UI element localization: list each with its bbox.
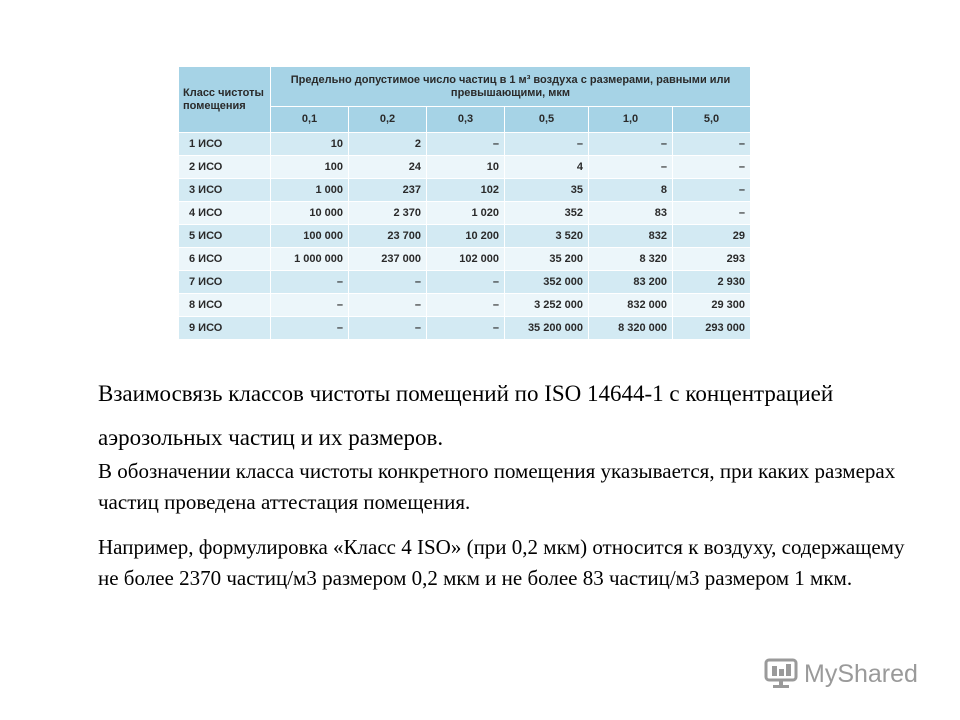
class-cell: 6 ИСО	[179, 248, 271, 271]
class-cell: 4 ИСО	[179, 202, 271, 225]
value-cell: –	[589, 156, 673, 179]
value-cell: 8 320	[589, 248, 673, 271]
value-cell: 1 000 000	[271, 248, 349, 271]
value-cell: –	[505, 133, 589, 156]
value-cell: 102	[427, 179, 505, 202]
value-cell: 10 000	[271, 202, 349, 225]
size-header-cell: 1,0	[589, 107, 673, 133]
table-row	[179, 202, 751, 225]
value-cell: –	[349, 294, 427, 317]
table-row	[179, 294, 751, 317]
value-cell: 3 252 000	[505, 294, 589, 317]
table-row	[179, 317, 751, 340]
myshared-watermark[interactable]	[764, 656, 918, 692]
value-cell: 35 200	[505, 248, 589, 271]
value-cell: –	[673, 202, 751, 225]
value-cell: –	[271, 271, 349, 294]
size-header-cell: 0,2	[349, 107, 427, 133]
value-cell: 35 200 000	[505, 317, 589, 340]
value-cell: 10	[271, 133, 349, 156]
size-header-cell: 0,1	[271, 107, 349, 133]
value-cell: –	[427, 317, 505, 340]
value-cell: –	[673, 179, 751, 202]
table-row	[179, 248, 751, 271]
value-cell: 293	[673, 248, 751, 271]
value-cell: 1 000	[271, 179, 349, 202]
value-cell: –	[427, 271, 505, 294]
class-cell: 2 ИСО	[179, 156, 271, 179]
value-cell: 3 520	[505, 225, 589, 248]
value-cell: –	[427, 133, 505, 156]
value-cell: –	[349, 317, 427, 340]
class-cell: 5 ИСО	[179, 225, 271, 248]
value-cell: 1 020	[427, 202, 505, 225]
value-cell: 29 300	[673, 294, 751, 317]
value-cell: –	[271, 294, 349, 317]
value-cell: 10	[427, 156, 505, 179]
value-cell: 352 000	[505, 271, 589, 294]
value-cell: 352	[505, 202, 589, 225]
value-cell: –	[589, 133, 673, 156]
table-row	[179, 225, 751, 248]
value-cell: 8 320 000	[589, 317, 673, 340]
value-cell: –	[271, 317, 349, 340]
size-header-cell: 0,5	[505, 107, 589, 133]
class-cell: 3 ИСО	[179, 179, 271, 202]
value-cell: 35	[505, 179, 589, 202]
value-cell: –	[349, 271, 427, 294]
table-row	[179, 133, 751, 156]
value-cell: 100	[271, 156, 349, 179]
value-cell: 2 370	[349, 202, 427, 225]
size-header-cell: 5,0	[673, 107, 751, 133]
value-cell: 237 000	[349, 248, 427, 271]
class-cell: 1 ИСО	[179, 133, 271, 156]
value-cell: 100 000	[271, 225, 349, 248]
example-paragraph: Например, формулировка «Класс 4 ISO» (при 0,2 мкм) относится к воздуху, содержащему не более 2370 частиц/м3 размером 0,2 мкм и не более 83 частиц/м3 размером 1 мкм.	[98, 535, 905, 590]
value-cell: 10 200	[427, 225, 505, 248]
value-cell: 293 000	[673, 317, 751, 340]
table-row	[179, 271, 751, 294]
presentation-icon	[764, 658, 798, 690]
column-header-sizes: Предельно допустимое число частиц в 1 м³ воздуха с размерами, равными или превышающими, мкм	[271, 67, 751, 107]
value-cell: –	[673, 133, 751, 156]
note-paragraph: В обозначении класса чистоты конкретного помещения указывается, при каких размерах частиц проведена аттестация помещения.	[98, 459, 896, 514]
value-cell: 23 700	[349, 225, 427, 248]
value-cell: 4	[505, 156, 589, 179]
watermark-label: MyShared	[804, 659, 918, 688]
value-cell: 832	[589, 225, 673, 248]
column-header-class: Класс чистоты помещения	[179, 67, 271, 133]
value-cell: 2 930	[673, 271, 751, 294]
class-cell: 7 ИСО	[179, 271, 271, 294]
value-cell: 29	[673, 225, 751, 248]
value-cell: 8	[589, 179, 673, 202]
caption-paragraph: Взаимосвязь классов чистоты помещений по ISO 14644-1 с концентрацией аэрозольных частиц и их размеров.	[98, 381, 834, 450]
table-row	[179, 156, 751, 179]
iso-class-table-image	[178, 66, 750, 334]
value-cell: 83	[589, 202, 673, 225]
value-cell: 102 000	[427, 248, 505, 271]
value-cell: 2	[349, 133, 427, 156]
iso-class-table	[178, 66, 751, 340]
value-cell: 83 200	[589, 271, 673, 294]
value-cell: 237	[349, 179, 427, 202]
value-cell: –	[427, 294, 505, 317]
class-cell: 9 ИСО	[179, 317, 271, 340]
class-cell: 8 ИСО	[179, 294, 271, 317]
value-cell: –	[673, 156, 751, 179]
value-cell: 832 000	[589, 294, 673, 317]
size-header-cell: 0,3	[427, 107, 505, 133]
table-row	[179, 179, 751, 202]
value-cell: 24	[349, 156, 427, 179]
